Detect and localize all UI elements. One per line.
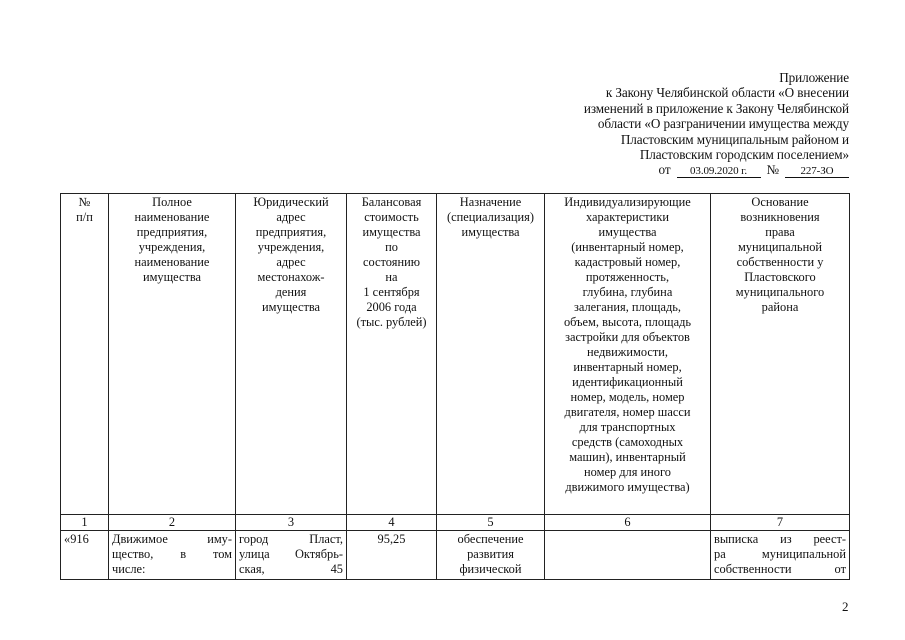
ref-prefix: от xyxy=(658,162,671,178)
row-purpose: обеспечение развития физической xyxy=(437,531,545,580)
column-header: Индивидуализирующие характеристики имущества (инвентарный номер, кадастровый номер, протяженность, глубина, глубина залегания, площадь, объем, высота, площадь застройки для объектов недвижимости, инвентарный номер, идентификационный номер, модель, номер двигателя, номер шасси для транспортных средств (самоходных машин), инвентарный номер для иного движимого имущества) xyxy=(545,194,711,515)
ref-date: 03.09.2020 г. xyxy=(677,165,761,178)
column-number-row xyxy=(61,515,850,531)
column-header: № п/п xyxy=(61,194,109,515)
column-number: 5 xyxy=(437,515,545,531)
column-header: Полное наименование предприятия, учреждения, наименование имущества xyxy=(109,194,236,515)
header-line: Приложение xyxy=(779,70,849,85)
row-address: город Пласт, улица Октябрь- ская, 45 xyxy=(236,531,347,580)
column-header: Юридический адрес предприятия, учреждения, адрес местонахож- дения имущества xyxy=(236,194,347,515)
header-line: изменений в приложение к Закону Челябинской xyxy=(583,100,849,116)
header-line: области «О разграничении имущества между xyxy=(597,116,849,132)
row-value: 95,25 xyxy=(347,531,437,580)
column-header: Назначение (специализация) имущества xyxy=(437,194,545,515)
column-number: 2 xyxy=(109,515,236,531)
row-name: Движимое иму- щество, в том числе: xyxy=(109,531,236,580)
column-number: 4 xyxy=(347,515,437,531)
column-number: 6 xyxy=(545,515,711,531)
column-number: 1 xyxy=(61,515,109,531)
column-number: 7 xyxy=(711,515,850,531)
header-line: Пластовским городским поселением» xyxy=(639,147,849,163)
law-reference-line xyxy=(584,162,849,177)
page-number: 2 xyxy=(842,599,849,614)
table-header-row xyxy=(61,194,850,515)
header-line: Пластовским муниципальным районом и xyxy=(620,131,849,147)
header-line: к Закону Челябинской области «О внесении xyxy=(605,85,849,101)
row-number: «916 xyxy=(61,531,109,580)
column-header: Балансовая стоимость имущества по состоянию на 1 сентября 2006 года (тыс. рублей) xyxy=(347,194,437,515)
ref-number: 227-ЗО xyxy=(785,165,849,178)
table-row xyxy=(61,531,850,580)
document-header xyxy=(584,70,849,178)
row-characteristics xyxy=(545,531,711,580)
row-basis: выписка из реест- ра муниципальной собственности от xyxy=(711,531,850,580)
ref-number-label: № xyxy=(766,162,779,178)
column-number: 3 xyxy=(236,515,347,531)
property-table xyxy=(60,193,850,580)
column-header: Основание возникновения права муниципальной собственности у Пластовского муниципального района xyxy=(711,194,850,515)
